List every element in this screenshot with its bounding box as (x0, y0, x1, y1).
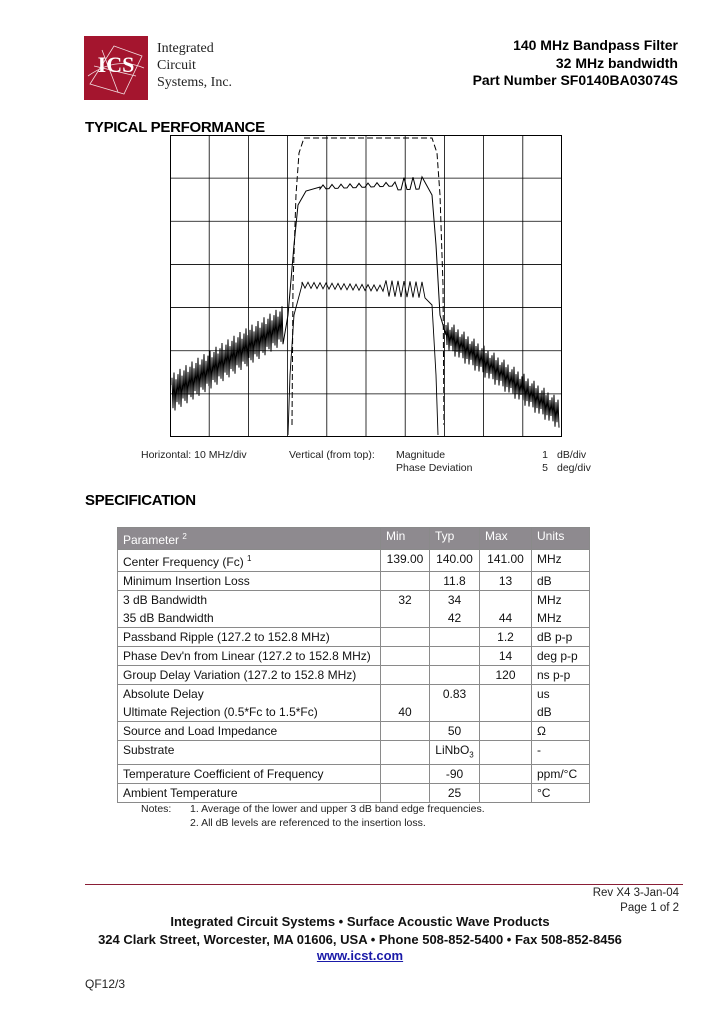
min-cell: 32 (381, 591, 430, 628)
footer-address-line: 324 Clark Street, Worcester, MA 01606, USA • Phone 508-852-5400 • Fax 508-852-8456 (98, 932, 622, 947)
min-cell (381, 572, 430, 591)
table-row (118, 591, 590, 628)
min-cell: 139.00 (381, 550, 430, 572)
magnitude-scale-value: 1 (542, 449, 548, 461)
param-cell: Absolute Delay Ultimate Rejection (0.5*Fc to 1.5*Fc) (118, 685, 381, 722)
max-cell: 120 (480, 666, 532, 685)
website-link[interactable]: www.icst.com (316, 948, 404, 963)
min-cell (381, 741, 430, 765)
units-cell: dB p-p (532, 628, 590, 647)
table-row (118, 647, 590, 666)
param-cell: Temperature Coefficient of Frequency (118, 765, 381, 784)
column-header-typ: Typ (430, 528, 480, 550)
column-header-min: Min (381, 528, 430, 550)
min-cell (381, 784, 430, 803)
footer-url (0, 948, 720, 963)
typ-cell: -90 (430, 765, 480, 784)
table-header-row (118, 528, 590, 550)
notes-label: Notes: (141, 803, 172, 815)
phase-scale-unit: deg/div (557, 462, 591, 474)
column-header-units: Units (532, 528, 590, 550)
table-row (118, 628, 590, 647)
units-cell: - (532, 741, 590, 765)
part-number: Part Number SF0140BA03074S (472, 72, 678, 88)
phase-scale-value: 5 (542, 462, 548, 474)
typ-cell: 25 (430, 784, 480, 803)
company-name-line: Systems, Inc. (157, 75, 233, 90)
max-cell: 1.2 (480, 628, 532, 647)
min-cell (381, 647, 430, 666)
max-cell (480, 722, 532, 741)
specification-table (117, 527, 590, 803)
typ-cell: 140.00 (430, 550, 480, 572)
revision-label: Rev X4 3-Jan-04 (592, 887, 679, 899)
column-header-max: Max (480, 528, 532, 550)
magnitude-label: Magnitude (396, 449, 446, 461)
param-cell: Passband Ripple (127.2 to 152.8 MHz) (118, 628, 381, 647)
footer-divider (85, 884, 683, 885)
bandwidth-title: 32 MHz bandwidth (555, 54, 678, 71)
units-cell: ppm/°C (532, 765, 590, 784)
min-cell: 40 (381, 685, 430, 722)
param-cell: Group Delay Variation (127.2 to 152.8 MHz) (118, 666, 381, 685)
param-cell: Ambient Temperature (118, 784, 381, 803)
company-name-line: Integrated (157, 41, 214, 56)
column-header-parameter: Parameter $^2$ (118, 528, 381, 550)
units-cell: ns p-p (532, 666, 590, 685)
table-row (118, 572, 590, 591)
units-cell: Ω (532, 722, 590, 741)
typ-cell (430, 647, 480, 666)
typ-cell: 11.8 (430, 572, 480, 591)
min-cell (381, 628, 430, 647)
param-cell: Phase Dev'n from Linear (127.2 to 152.8 MHz) (118, 647, 381, 666)
performance-plot (170, 135, 562, 437)
revision-info (593, 886, 679, 916)
min-cell (381, 722, 430, 741)
table-row (118, 685, 590, 722)
table-row (118, 722, 590, 741)
magnitude-scale-unit: dB/div (557, 449, 587, 461)
ics-logo (84, 36, 148, 100)
table-row (118, 765, 590, 784)
table-row (118, 741, 590, 765)
units-cell: deg p-p (532, 647, 590, 666)
units-cell: MHz (532, 550, 590, 572)
max-cell (480, 685, 532, 722)
max-cell: 14 (480, 647, 532, 666)
note-1: 1. Average of the lower and upper 3 dB band edge frequencies. (190, 803, 485, 815)
note-2: 2. All dB levels are referenced to the insertion loss. (190, 817, 426, 829)
units-cell: dB (532, 572, 590, 591)
typical-performance-heading: TYPICAL PERFORMANCE (85, 119, 265, 136)
horizontal-scale: Horizontal: 10 MHz/div (141, 449, 247, 461)
max-cell: 141.00 (480, 550, 532, 572)
document-code: QF12/3 (85, 977, 126, 991)
max-cell (480, 765, 532, 784)
units-cell: MHz MHz (532, 591, 590, 628)
param-cell: Substrate (118, 741, 381, 765)
units-cell: °C (532, 784, 590, 803)
specification-heading: SPECIFICATION (85, 492, 196, 509)
table-row (118, 784, 590, 803)
page-number: Page 1 of 2 (620, 902, 679, 914)
footer-company-line: Integrated Circuit Systems • Surface Acoustic Wave Products (170, 914, 550, 929)
max-cell: 13 (480, 572, 532, 591)
logo-text: ICS (97, 52, 135, 77)
max-cell (480, 741, 532, 765)
table-row (118, 666, 590, 685)
param-cell: Source and Load Impedance (118, 722, 381, 741)
param-cell: Minimum Insertion Loss (118, 572, 381, 591)
typ-cell: 50 (430, 722, 480, 741)
vertical-scale-label: Vertical (from top): (289, 449, 375, 461)
min-cell (381, 666, 430, 685)
company-name-line: Circuit (157, 58, 196, 73)
param-cell: 3 dB Bandwidth 35 dB Bandwidth (118, 591, 381, 628)
param-cell: Center Frequency (Fc) $^1$ (118, 550, 381, 572)
document-title (473, 37, 678, 90)
units-cell: us dB (532, 685, 590, 722)
min-cell (381, 765, 430, 784)
typ-cell: LiNbO$_3$ (430, 741, 480, 765)
max-cell: 44 (480, 591, 532, 628)
table-row (118, 550, 590, 572)
product-title: 140 MHz Bandpass Filter (513, 37, 678, 53)
max-cell (480, 784, 532, 803)
typ-cell: 0.83 (430, 685, 480, 722)
phase-deviation-label: Phase Deviation (396, 462, 473, 474)
company-name (157, 40, 232, 91)
typ-cell (430, 628, 480, 647)
typ-cell: 34 42 (430, 591, 480, 628)
typ-cell (430, 666, 480, 685)
